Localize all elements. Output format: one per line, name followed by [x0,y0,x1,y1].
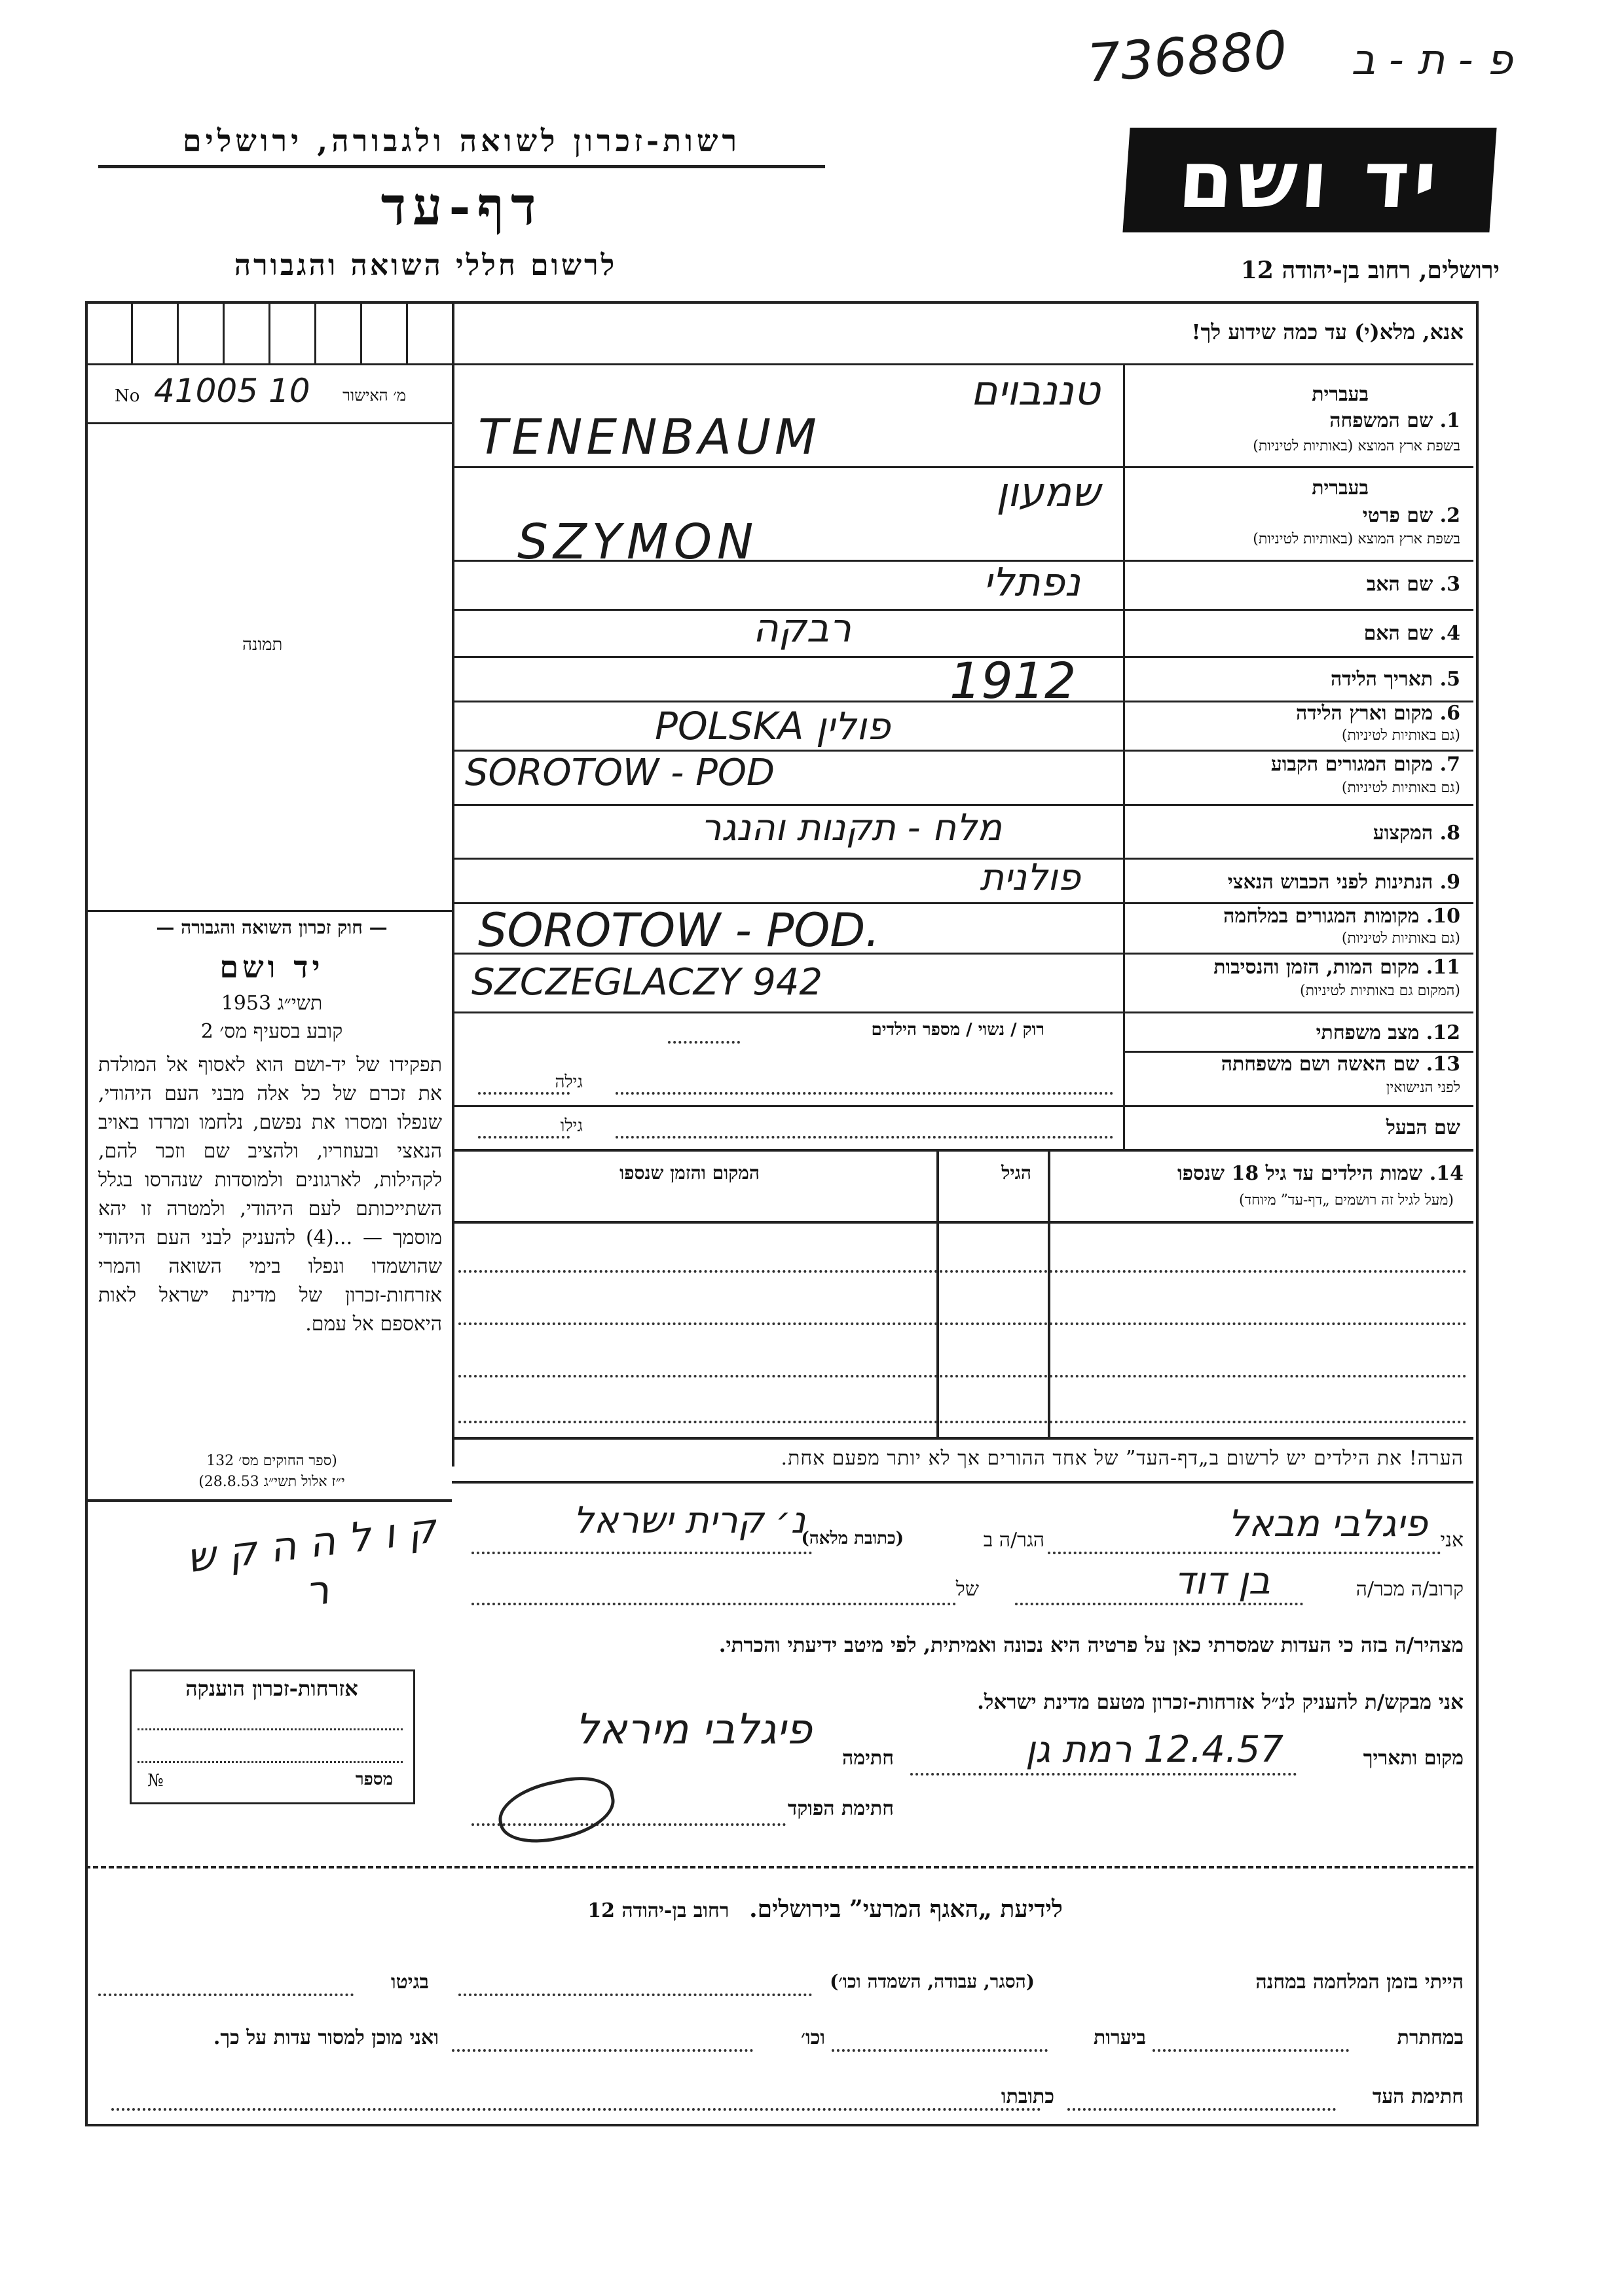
field-9-label [1228,871,1460,894]
footer-address: רחוב בן-יהודה 12 [587,1899,729,1922]
citizenship-no: № [147,1771,164,1791]
footer-line2-b: ביערות [1093,2026,1146,2049]
footer-line2-d: ואני מוכן למסור עדות על כך. [213,2026,439,2049]
footer-line1-a: הייתי בזמן המלחמה במחנה [1255,1971,1464,1994]
decl-request: אני מבקש/ת להעניק לנ״ל אזרחות-זכרון מטעם מדינת ישראל. [977,1690,1464,1714]
law-name: יד ושם [219,949,324,985]
field-1-text: שם המשפחה [1329,409,1433,432]
field-4-label [1364,622,1460,645]
children-col-divider-1 [936,1149,939,1437]
footer-line2-c: וכו׳ [801,2026,825,2049]
decl-resident: הגר/ה ב [983,1529,1044,1552]
field-1-value-lat: TENENBAUM [478,409,821,465]
field-9-num: 9. [1439,871,1460,894]
field-6-text: מקום וארץ הלידה [1295,702,1433,725]
field-7-label [1271,753,1460,776]
field-10-text: מקומות המגורים במלחמה [1223,905,1420,928]
law-dash-title: — חוק זכרון השואה והגבורה — [156,917,388,938]
children-bottom [452,1437,1473,1440]
field-10-value: SOROTOW - POD. [478,903,880,957]
decl-address-value: נ׳ קרית ישראל [572,1499,805,1542]
footer-heading: לידיעת „האגף המרעי” בירושלים. [749,1895,1063,1923]
children-label: 14. שמות הילדים עד גיל 18 שנספו [1177,1162,1464,1185]
field-12-label [1316,1021,1460,1044]
field-13-label [1221,1053,1460,1076]
citizenship-number: מספר [355,1770,393,1789]
org-underline [98,165,825,168]
field-11-num: 11. [1426,956,1460,979]
field-9-value: פולנית [980,856,1080,899]
photo-label: תמונה [242,635,283,655]
footer-heading-row [458,1895,1192,1923]
decl-signature-value: פיגלבי מיראל [575,1705,812,1754]
decl-margin-note: ק ו ל ה ה ק ש ר [183,1504,439,1616]
field-10-divider [452,953,1473,955]
field-6-value: POLSKA פולין [655,704,891,748]
field-13-divider [452,1105,1473,1107]
field-11-label [1213,956,1460,979]
children-col-place: המקום והזמן שנספו [619,1162,760,1184]
field-5-text: תאריך הלידה [1331,668,1433,691]
cert-value: 41005 10 [154,372,310,410]
footer-divider [85,1866,1473,1868]
field-2-text: שם פרטי [1362,504,1433,527]
decl-relative: קרוב/ה מכר/ה [1356,1578,1464,1601]
field-7-sub: (גם באותיות לטיניות) [1341,780,1460,796]
field-1-value-he: טננבוים [970,367,1100,414]
field-6-num: 6. [1439,702,1460,725]
field-5-num: 5. [1439,668,1460,691]
field-2-num: 2. [1439,504,1460,527]
footer-line3-a: חתימת העד [1372,2085,1464,2108]
field-12-text: מצב משפחתי [1316,1021,1420,1044]
field-2-sub: בשפת ארץ המוצא (באותיות לטיניות) [1253,531,1460,547]
children-sub: (מעל לגיל זה רושמים „דף-עד” מיוחד) [1239,1192,1454,1209]
footer-line1-dots-b [98,1994,354,1996]
field-9-text: הנתינות לפני הכבוש הנאצי [1227,871,1433,894]
footer-line1-c: בגיטו [390,1971,429,1994]
org-name: רשות-זכרון לשואה ולגבורה, ירושלים [182,123,741,158]
cert-label: מ׳ האישור [342,386,406,405]
decl-address-line [471,1552,812,1554]
field-6-sub: (גם באותיות לטיניות) [1341,727,1460,744]
field-11-divider [452,1011,1473,1013]
law-year: תשי״ג 1953 [221,992,323,1015]
field-3-label [1367,573,1460,596]
left-column-divider [452,301,454,1467]
stamp-number: 736880 [1085,19,1289,94]
field-1-tag: בעברית [1312,383,1369,406]
field-10-sub: (גם באותיות לטיניות) [1341,930,1460,947]
children-row-1 [458,1270,1467,1273]
husband-divider [452,1149,1473,1152]
decl-officer: חתימת הפוקד [787,1797,894,1820]
children-header-divider [452,1221,1473,1224]
cert-divider [85,422,452,424]
note-text: הערה! את הילדים יש לרשום ב„דף-העד” של אחד ההורים אך לא יותר מפעם אחת. [781,1447,1464,1470]
decl-place-date-value: 12.4.57 רמת גן [1025,1728,1283,1771]
decl-of-line [471,1603,956,1605]
logo-text: יד ושם [1175,134,1444,226]
footer-line2-dots-c [452,2049,753,2052]
field-7-num: 7. [1439,753,1460,776]
field-13-text: שם האשה ושם משפחתה [1221,1053,1420,1076]
field-2-label [1363,504,1460,527]
decl-place-date-line [910,1773,1297,1776]
field-3-num: 3. [1439,573,1460,596]
intro-text: אנא, מלא(י) עד כמה שידוע לך! [1191,319,1464,344]
field-4-value: רבקה [752,606,851,651]
footer-line3-b: כתובתו [1001,2085,1054,2108]
decl-full-address: (כתובת מלאה) [801,1529,904,1548]
citizenship-line-2 [138,1761,403,1763]
cert-prefix: No [115,386,140,406]
decl-ani: אני [1440,1529,1464,1552]
footer-line1-dots-a [458,1994,812,1996]
left-bottom-divider [85,1499,452,1502]
children-row-3 [458,1375,1467,1377]
photo-bottom [85,910,452,912]
field-6-label [1296,702,1460,725]
field-8-value: מלח - תקנות והנגר [700,807,1002,849]
field-1-label [1329,409,1460,432]
field-13-num: 13. [1426,1053,1460,1076]
field-1-num: 1. [1439,409,1460,432]
field-4-text: שם האם [1363,622,1433,645]
field-8-text: המקצוע [1373,822,1433,845]
field-11-text: מקום המות, הזמן והנסיבות [1213,956,1420,979]
note-divider [452,1481,1473,1484]
field-11-value: SZCZEGLACZY 942 [471,961,823,1004]
law-section: קובע בסעיף מס׳ 2 [200,1020,343,1043]
field-1-sub: בשפת ארץ המוצא (באותיות לטיניות) [1253,438,1460,454]
field-12-num: 12. [1426,1021,1460,1044]
decl-place-date: מקום ותאריך [1363,1747,1464,1770]
children-row-4 [458,1421,1467,1423]
law-ref-date: י״ז אלול תשי״ג 28.8.53) [198,1474,345,1490]
decl-relation-line [1015,1603,1303,1605]
children-row-2 [458,1322,1467,1325]
field-13-age-line [478,1092,570,1095]
husband-line [616,1136,1113,1139]
husband-age-line [478,1136,570,1139]
label-column-divider [1123,363,1125,1149]
husband-age: גילו [560,1116,583,1136]
field-11-sub: (המקום גם באותיות לטיניות) [1300,983,1460,999]
field-12-options: רוק / נשוי / מספר הילדים [871,1020,1044,1040]
field-12-line [668,1041,740,1044]
decl-signature: חתימה [842,1747,894,1770]
header-address: ירושלים, רחוב בן-יהודה 12 [1240,257,1500,284]
field-5-value: 1912 [950,651,1077,710]
law-ref: (ספר החוקים מס׳ 132 [206,1453,337,1469]
field-13-sub: לפני הנישואין [1386,1080,1460,1096]
field-2-tag: בעברית [1312,477,1369,500]
field-13-age: גילה [555,1072,583,1092]
field-7-text: מקום המגורים הקבוע [1270,753,1433,776]
husband-label: שם הבעל [1386,1116,1460,1139]
footer-line2-a: במחתרת [1397,2026,1464,2049]
decl-name-value: פיגלבי מבאל [1228,1503,1428,1545]
field-2-value-he: שמעון [996,468,1100,516]
footer-line3-dots-a [1067,2108,1336,2111]
intro-divider [452,363,1473,365]
cert-ticks [85,301,452,365]
field-8-label [1373,822,1460,845]
field-7-divider [452,804,1473,806]
footer-line1-b: (הסגר, עבודה, השמדה וכו׳) [830,1971,1035,1992]
field-4-num: 4. [1439,622,1460,645]
stamp-mark: פ - ת - ב [1351,36,1513,84]
field-7-value: SOROTOW - POD [465,752,775,794]
field-5-label [1331,668,1460,691]
form-title: דף-עד [380,175,543,237]
field-3-text: שם האב [1366,573,1433,596]
field-2-value-lat: SZYMON [517,514,759,570]
footer-line3-dots-b [111,2108,1041,2111]
field-3-value: נפתלי [983,560,1080,606]
citizenship-title: אזרחות-זכרון הוענקה [185,1676,358,1701]
footer-line2-dots-b [832,2049,1048,2052]
law-text: תפקידו של יד-ושם הוא לאסוף אל המולדת את זכרם של כל אלה מבני העם היהודי, שנפלו ומסרו את נפשם, נלחמו ומרדו באויב הנאצי ובעוזריו, ולהציב שם וזכר להם, לקהילות, לארגונים ולמוסדות שנהרסו בגלל השתייכותם לעם היהודי, ולמטרה זו יהא מוסמך — ...(4) להעניק לבני העם היהודי שהושמדו ונפלו בימי השואה והמרי אזרחות-זכרון של מדינת ישראל לאות היאספם אל עמם. [98,1053,442,1336]
field-8-num: 8. [1439,822,1460,845]
footer-line2-dots-a [1153,2049,1349,2052]
decl-declare: מצהיר/ה בזה כי העדות שמסרתי כאן על פרטיה היא נכונה ואמיתית, לפי מיטב ידיעתי והכרתי. [718,1633,1464,1657]
field-13-line [616,1092,1113,1095]
field-10-num: 10. [1426,905,1460,928]
citizenship-line-1 [138,1728,403,1730]
field-10-label [1223,905,1460,928]
yad-vashem-logo [1122,128,1496,232]
decl-of: של [955,1578,979,1601]
decl-relation-value: בן דוד [1174,1558,1270,1603]
decl-name-line [1048,1552,1441,1554]
children-col-divider-2 [1048,1149,1050,1437]
children-col-age: הגיל [1001,1162,1031,1184]
form-subtitle: לרשום חללי השואה והגבורה [234,249,618,282]
